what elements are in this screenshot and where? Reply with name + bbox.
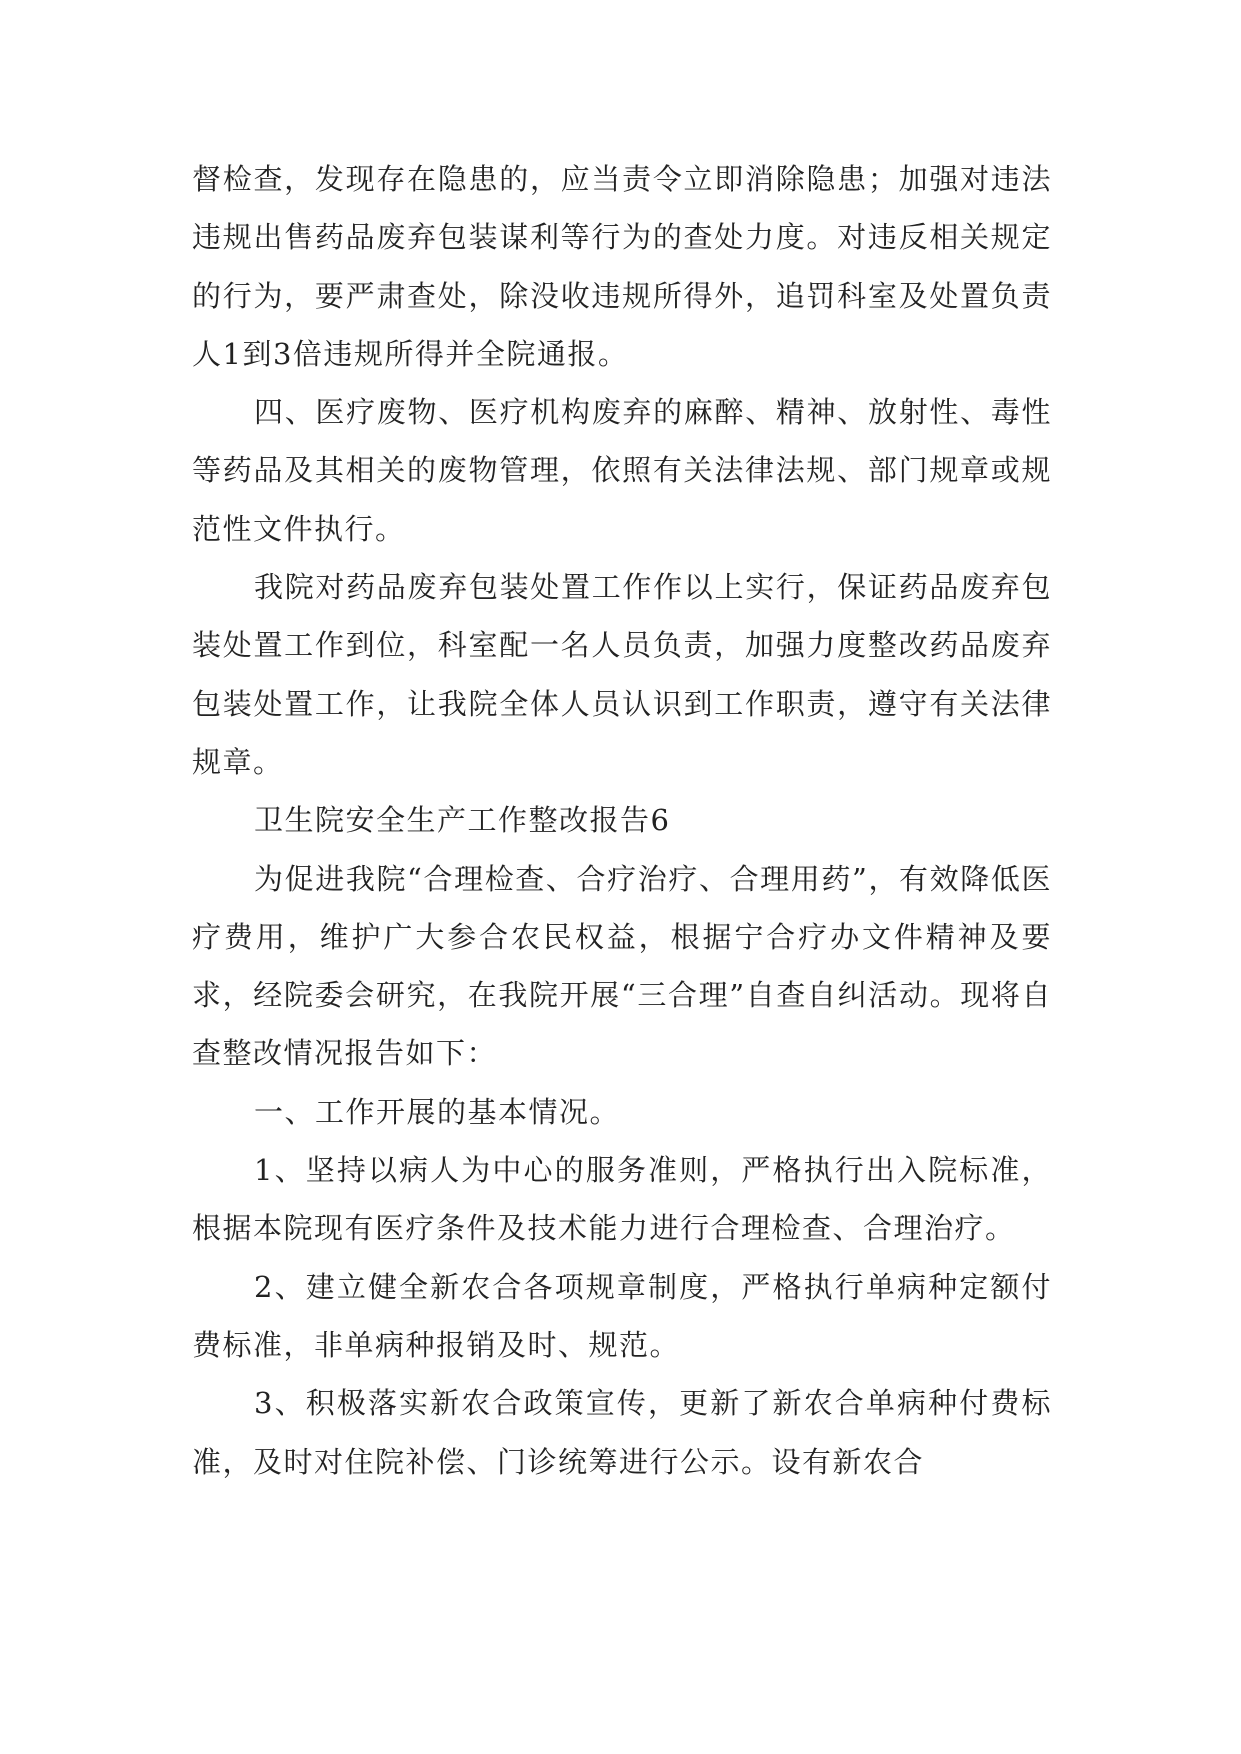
- report-heading: 卫生院安全生产工作整改报告6: [254, 803, 671, 838]
- list-item-1: 1、坚持以病人为中心的服务准则，严格执行出入院标准，根据本院现有医疗条件及技术能力进行合理检查、合理治疗。: [192, 1153, 1052, 1246]
- list-item-3: 3、积极落实新农合政策宣传，更新了新农合单病种付费标准，及时对住院补偿、门诊统筹进行公示。设有新农合: [192, 1386, 1052, 1479]
- paragraph-continued-inspection: 督检查，发现存在隐患的，应当责令立即消除隐患；加强对违法违规出售药品废弃包装谋利等行为的查处力度。对违反相关规定的行为，要严肃查处，除没收违规所得外，追罚科室及处置负责人1到3倍违规所得并全院通报。: [192, 162, 1052, 371]
- paragraph-implementation-summary: 我院对药品废弃包装处置工作作以上实行，保证药品废弃包装处置工作到位，科室配一名人员负责，加强力度整改药品废弃包装处置工作，让我院全体人员认识到工作职责，遵守有关法律规章。: [192, 570, 1052, 779]
- document-body: [192, 150, 1052, 1491]
- paragraph-section-four: 四、医疗废物、医疗机构废弃的麻醉、精神、放射性、毒性等药品及其相关的废物管理，依照有关法律法规、部门规章或规范性文件执行。: [192, 395, 1052, 546]
- paragraph-report-intro: 为促进我院“合理检查、合疗治疗、合理用药”，有效降低医疗费用，维护广大参合农民权益，根据宁合疗办文件精神及要求，经院委会研究，在我院开展“三合理”自查自纠活动。现将自查整改情况报告如下：: [192, 861, 1052, 1071]
- section-heading-basic-situation: 一、工作开展的基本情况。: [254, 1094, 621, 1129]
- list-item-2: 2、建立健全新农合各项规章制度，严格执行单病种定额付费标准，非单病种报销及时、规范。: [192, 1269, 1052, 1362]
